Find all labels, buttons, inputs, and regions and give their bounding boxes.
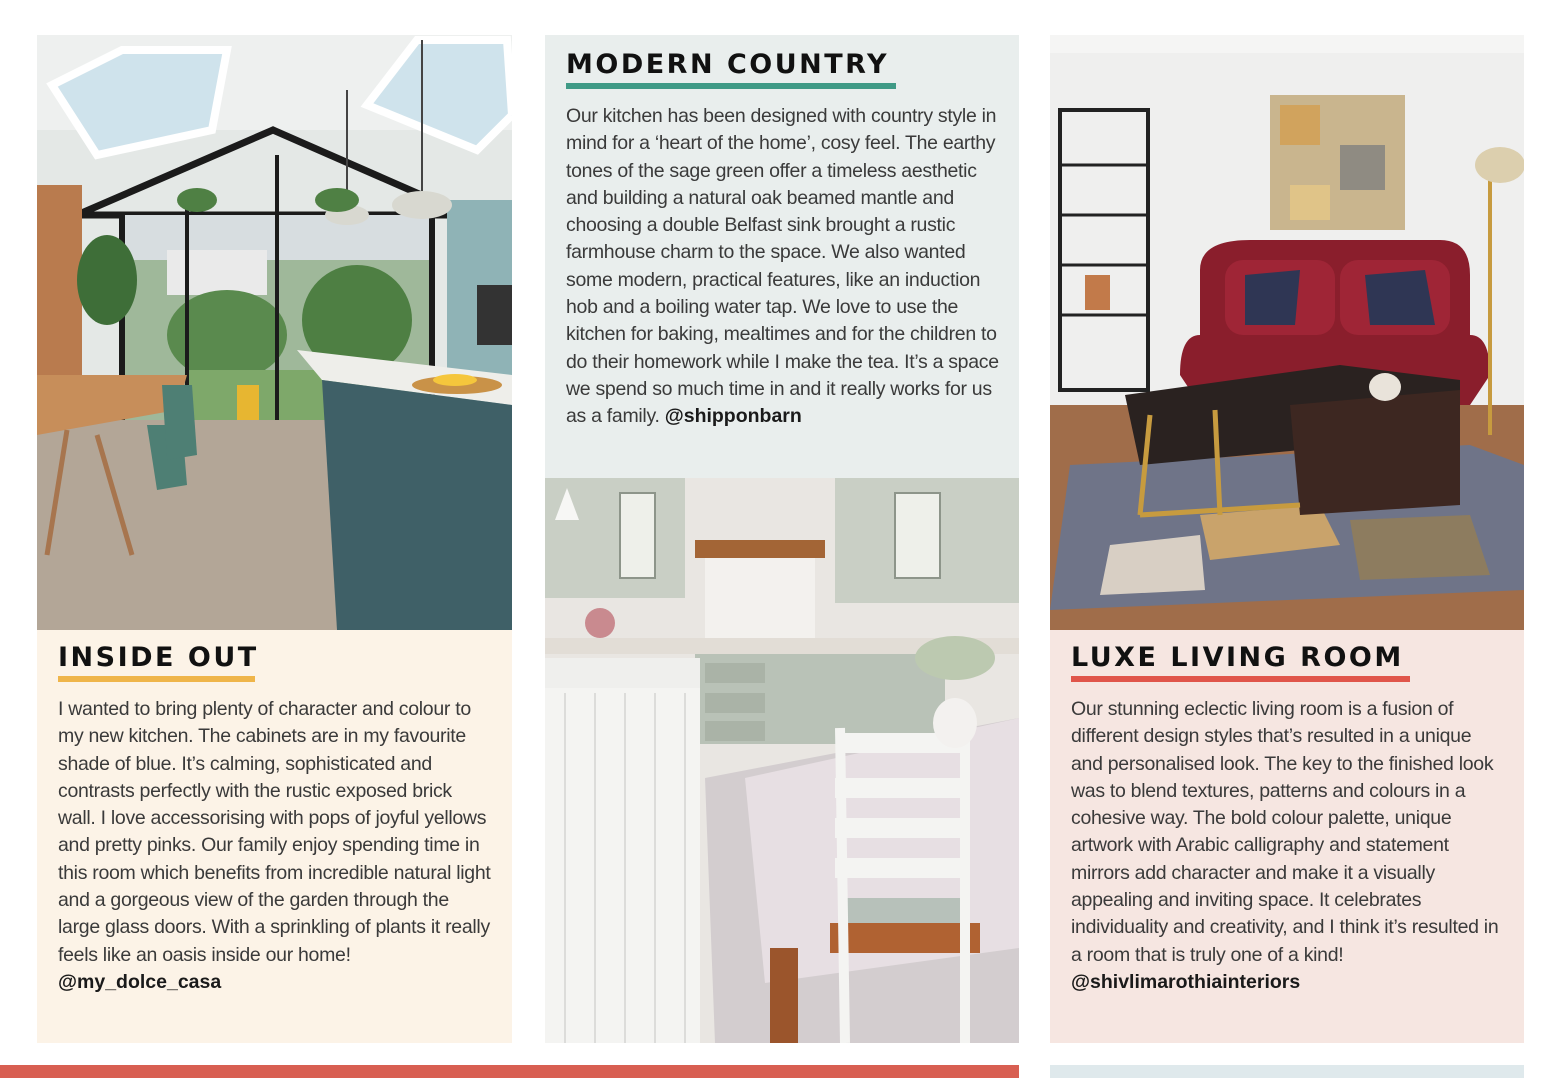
- inside-out-body: [58, 696, 492, 996]
- kitchen-extension-photo: [37, 35, 512, 630]
- article-luxe-living-room: [1050, 35, 1524, 1043]
- inside-out-heading: INSIDE OUT: [58, 642, 259, 673]
- inside-out-body-text: I wanted to bring plenty of character and colour to my new kitchen. The cabinets are in my favourite shade of blue. It’s calming, sophisticated and contrasts perfectly with the rustic exposed brick wall. I love accessorising with pops of joyful yellows and pretty pinks. Our family enjoy spending time in this room which benefits from incredible natural light and a gorgeous view of the garden through the large glass doors. With a sprinkling of plants it really feels like an oasis inside our home!: [58, 698, 491, 966]
- living-room-photo: [1050, 35, 1524, 630]
- luxe-living-room-body-text: Our stunning eclectic living room is a fusion of different design styles that’s resulted in a unique and personalised look. The key to the finished look was to blend textures, patterns and colours in a cohesive way. The bold colour palette, unique artwork with Arabic calligraphy and statement mirrors add character and make it a visually appealing and inviting space. It celebrates individuality and creativity, and I think it’s resulted in a room that is truly one of a kind!: [1071, 698, 1499, 966]
- modern-country-instagram-handle[interactable]: @shipponbarn: [664, 405, 802, 428]
- modern-country-textbox: [545, 35, 1019, 478]
- inside-out-instagram-handle[interactable]: @my_dolce_casa: [58, 970, 222, 993]
- luxe-living-room-body: [1071, 696, 1504, 996]
- next-section-red-band: [0, 1065, 1019, 1078]
- article-inside-out: [37, 35, 512, 1043]
- modern-country-body-text: Our kitchen has been designed with country style in mind for a ‘heart of the home’, cosy feel. The earthy tones of the sage green offer a timeless aesthetic and building a natural oak beamed mantle and choosing a double Belfast sink brought a rustic farmhouse charm to the space. We also wanted some modern, practical features, like an induction hob and a boiling water tap. We love to use the kitchen for baking, mealtimes and for the children to do their homework while I make the tea. It’s a space we spend so much time in and it really works for us as a family.: [566, 105, 999, 428]
- inside-out-textbox: [37, 630, 512, 1043]
- luxe-living-room-textbox: [1050, 630, 1524, 1043]
- modern-country-heading: MODERN COUNTRY: [566, 49, 890, 80]
- modern-country-body: [566, 103, 999, 431]
- next-section-photo-edge: [1050, 1065, 1524, 1078]
- modern-country-accent-rule: [566, 83, 896, 89]
- article-modern-country: [545, 35, 1019, 1043]
- country-kitchen-photo: [545, 478, 1019, 1043]
- luxe-living-room-heading: LUXE LIVING ROOM: [1071, 642, 1404, 673]
- inside-out-accent-rule: [58, 676, 255, 682]
- luxe-living-room-accent-rule: [1071, 676, 1410, 682]
- luxe-living-room-instagram-handle[interactable]: @shivlimarothiainteriors: [1071, 970, 1301, 993]
